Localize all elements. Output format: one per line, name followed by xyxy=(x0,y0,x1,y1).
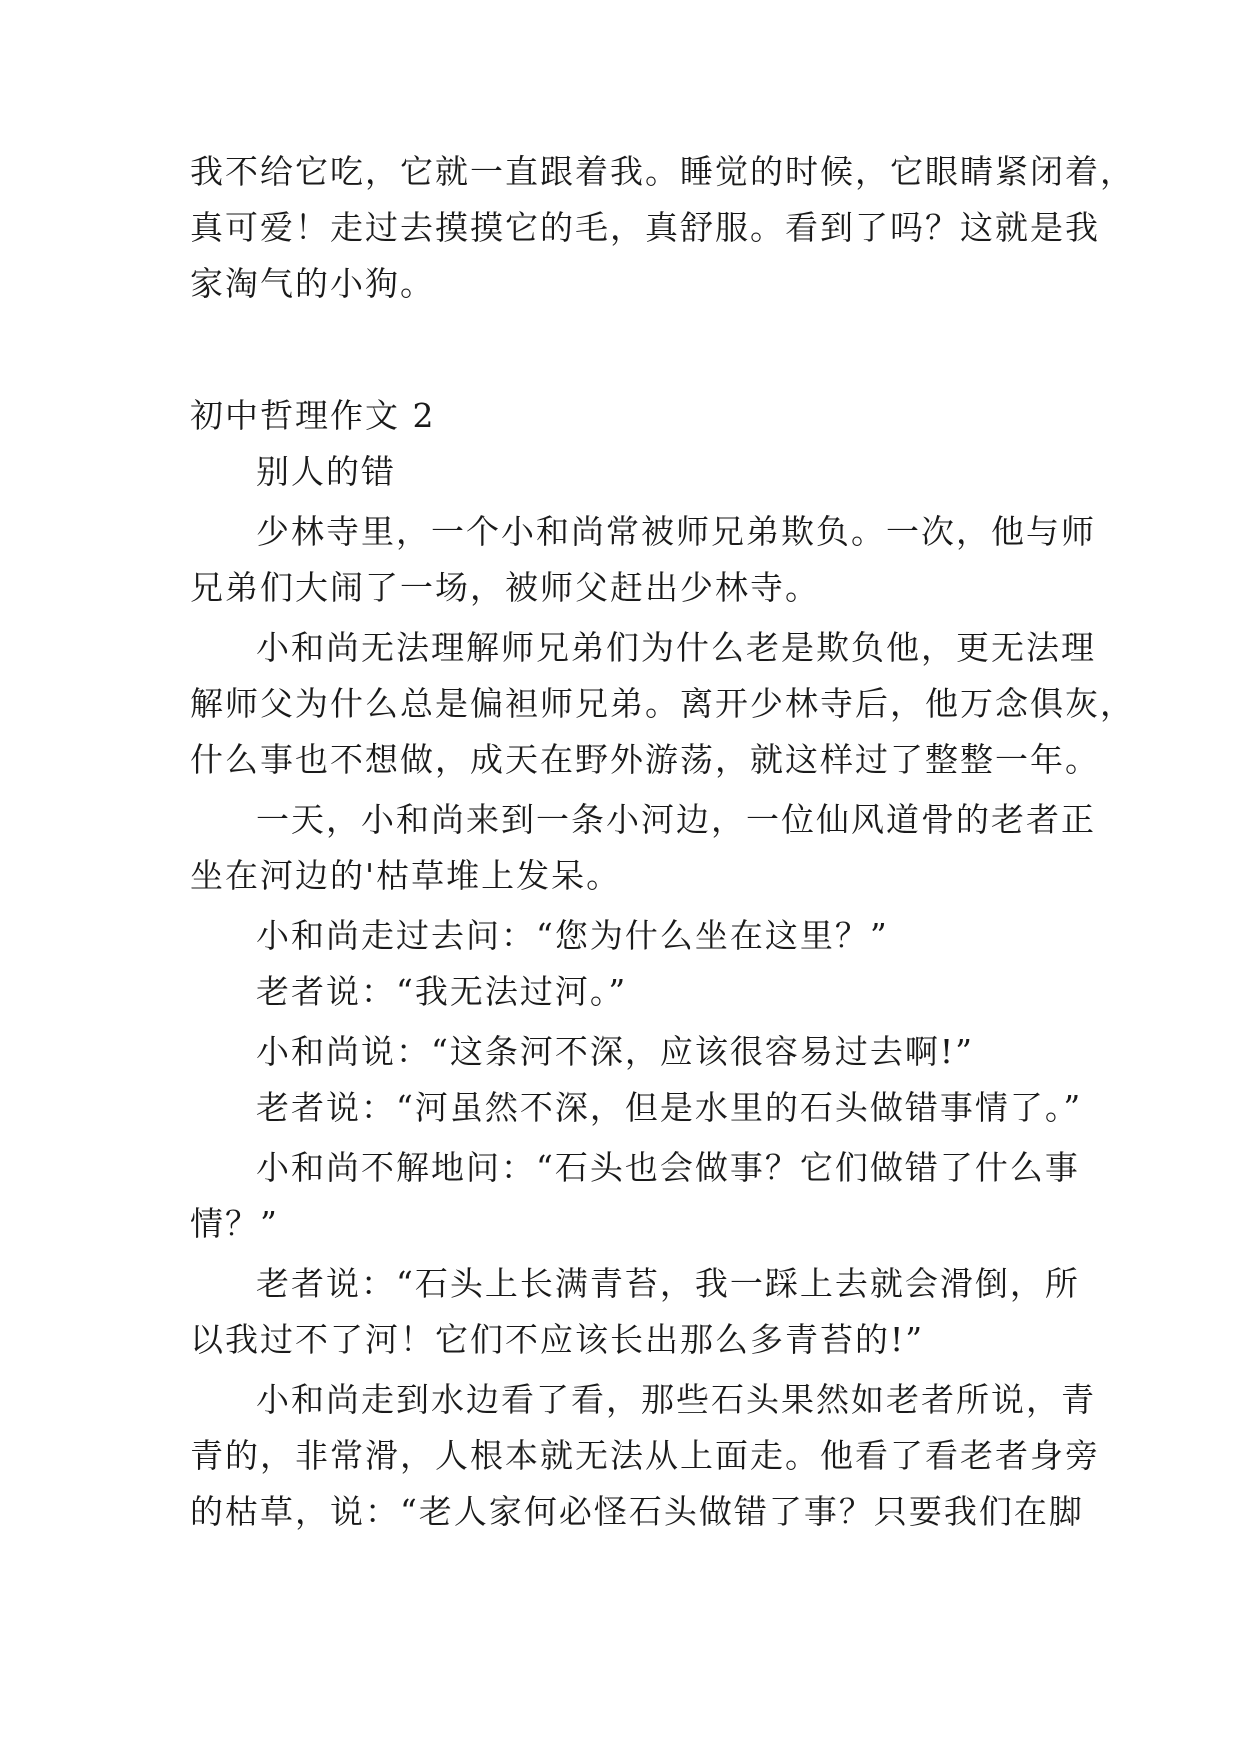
paragraph-line: 老者说：“河虽然不深，但是水里的石头做错事情了。” xyxy=(256,1088,1083,1127)
paragraph-line: 一天，小和尚来到一条小河边，一位仙风道骨的老者正 xyxy=(256,800,1096,839)
paragraph-line: 青的，非常滑，人根本就无法从上面走。他看了看老者身旁 xyxy=(190,1436,1100,1475)
paragraph-line: 以我过不了河！它们不应该长出那么多青苔的!” xyxy=(190,1320,925,1359)
paragraph-line: 小和尚说：“这条河不深，应该很容易过去啊!” xyxy=(256,1032,975,1071)
intro-line: 真可爱！走过去摸摸它的毛，真舒服。看到了吗？这就是我 xyxy=(190,208,1100,247)
essay-title: 别人的错 xyxy=(256,452,396,491)
paragraph-line: 的枯草，说：“老人家何必怪石头做错了事？只要我们在脚 xyxy=(190,1492,1084,1531)
paragraph-line: 老者说：“我无法过河。” xyxy=(256,972,628,1011)
paragraph-line: 老者说：“石头上长满青苔，我一踩上去就会滑倒，所 xyxy=(256,1264,1080,1303)
paragraph-line: 坐在河边的'枯草堆上发呆。 xyxy=(190,856,622,895)
paragraph-line: 小和尚不解地问：“石头也会做事？它们做错了什么事 xyxy=(256,1148,1080,1187)
section-heading: 初中哲理作文 2 xyxy=(190,396,436,435)
paragraph-line: 什么事也不想做，成天在野外游荡，就这样过了整整一年。 xyxy=(190,740,1100,779)
paragraph-line: 少林寺里，一个小和尚常被师兄弟欺负。一次，他与师 xyxy=(256,512,1096,551)
paragraph-line: 小和尚走过去问：“您为什么坐在这里？” xyxy=(256,916,889,955)
paragraph-line: 兄弟们大闹了一场，被师父赶出少林寺。 xyxy=(190,568,820,607)
paragraph-line: 情？” xyxy=(190,1204,279,1243)
paragraph-line: 小和尚无法理解师兄弟们为什么老是欺负他，更无法理 xyxy=(256,628,1096,667)
paragraph-line: 小和尚走到水边看了看，那些石头果然如老者所说，青 xyxy=(256,1380,1096,1419)
intro-line: 家淘气的小狗。 xyxy=(190,264,435,303)
intro-line: 我不给它吃，它就一直跟着我。睡觉的时候，它眼睛紧闭着， xyxy=(190,152,1135,191)
paragraph-line: 解师父为什么总是偏袒师兄弟。离开少林寺后，他万念俱灰， xyxy=(190,684,1135,723)
